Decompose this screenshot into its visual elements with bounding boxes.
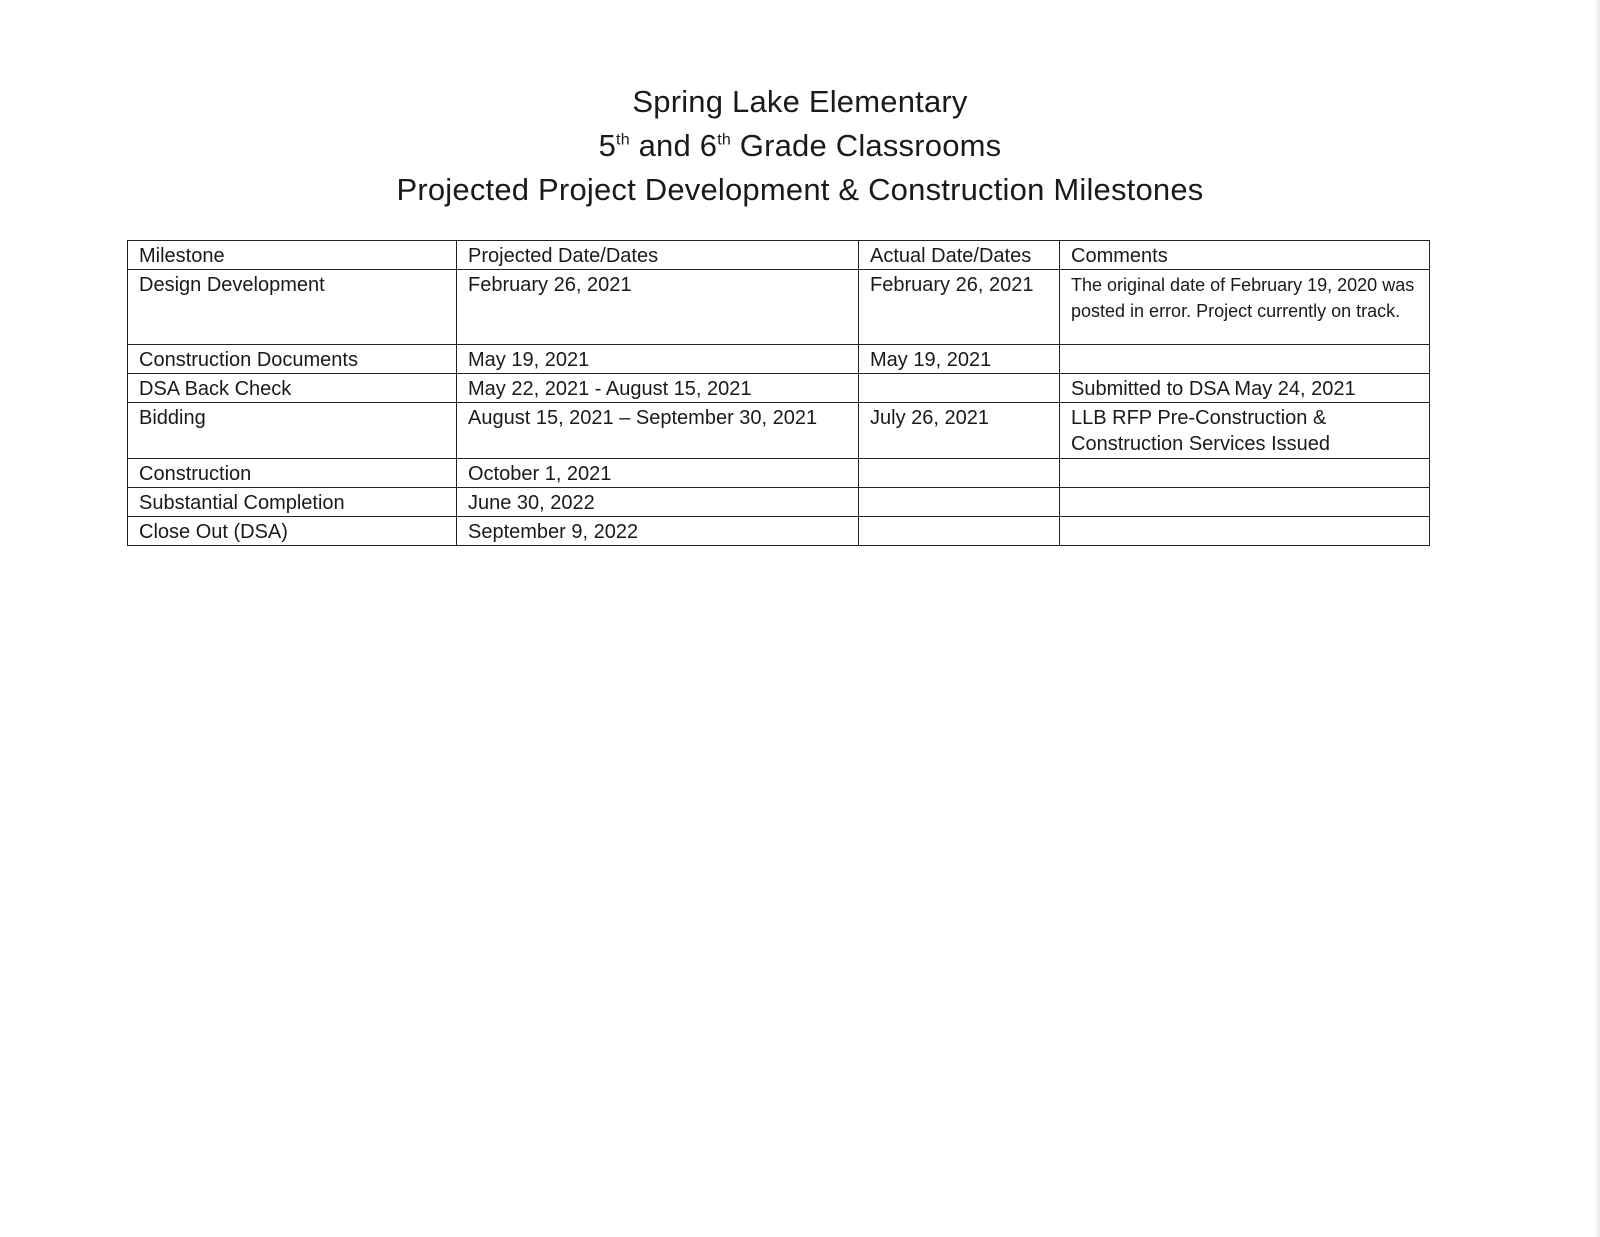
cell-actual: July 26, 2021 xyxy=(859,403,1060,459)
title-block xyxy=(0,80,1600,212)
cell-actual xyxy=(859,459,1060,488)
title-school: Spring Lake Elementary xyxy=(632,84,968,119)
cell-comments: The original date of February 19, 2020 was posted in error. Project currently on track. xyxy=(1060,270,1430,345)
cell-milestone: DSA Back Check xyxy=(128,374,457,403)
cell-actual: February 26, 2021 xyxy=(859,270,1060,345)
cell-actual xyxy=(859,488,1060,517)
cell-projected: May 22, 2021 - August 15, 2021 xyxy=(457,374,859,403)
table-row xyxy=(128,345,1430,374)
cell-comments xyxy=(1060,517,1430,546)
header-comments: Comments xyxy=(1060,241,1430,270)
table-row xyxy=(128,403,1430,459)
grade-a-suffix: th xyxy=(616,131,630,149)
table-row xyxy=(128,517,1430,546)
cell-milestone: Design Development xyxy=(128,270,457,345)
cell-actual xyxy=(859,374,1060,403)
cell-milestone: Construction xyxy=(128,459,457,488)
grade-rest: Grade Classrooms xyxy=(730,128,1002,163)
table-row xyxy=(128,374,1430,403)
cell-milestone: Construction Documents xyxy=(128,345,457,374)
cell-comments xyxy=(1060,345,1430,374)
cell-comments: Submitted to DSA May 24, 2021 xyxy=(1060,374,1430,403)
table-row xyxy=(128,488,1430,517)
table-row xyxy=(128,459,1430,488)
cell-comments: LLB RFP Pre-Construction & Construction Services Issued xyxy=(1060,403,1430,459)
grade-b-suffix: th xyxy=(717,131,731,149)
header-milestone: Milestone xyxy=(128,241,457,270)
cell-projected: August 15, 2021 – September 30, 2021 xyxy=(457,403,859,459)
cell-actual xyxy=(859,517,1060,546)
title-grades xyxy=(0,124,1600,168)
milestones-table xyxy=(127,240,1430,546)
grade-joiner: and xyxy=(629,128,700,163)
title-subject: Projected Project Development & Construction Milestones xyxy=(396,172,1204,207)
cell-milestone: Close Out (DSA) xyxy=(128,517,457,546)
table-row xyxy=(128,270,1430,345)
cell-projected: February 26, 2021 xyxy=(457,270,859,345)
cell-projected: October 1, 2021 xyxy=(457,459,859,488)
cell-projected: September 9, 2022 xyxy=(457,517,859,546)
cell-comments xyxy=(1060,488,1430,517)
scan-edge-shadow xyxy=(1594,0,1600,1237)
cell-actual: May 19, 2021 xyxy=(859,345,1060,374)
header-projected: Projected Date/Dates xyxy=(457,241,859,270)
grade-b-number: 6 xyxy=(699,128,718,163)
cell-milestone: Bidding xyxy=(128,403,457,459)
cell-projected: June 30, 2022 xyxy=(457,488,859,517)
cell-projected: May 19, 2021 xyxy=(457,345,859,374)
header-actual: Actual Date/Dates xyxy=(859,241,1060,270)
grade-a-number: 5 xyxy=(598,128,617,163)
cell-milestone: Substantial Completion xyxy=(128,488,457,517)
table-header-row xyxy=(128,241,1430,270)
cell-comments xyxy=(1060,459,1430,488)
